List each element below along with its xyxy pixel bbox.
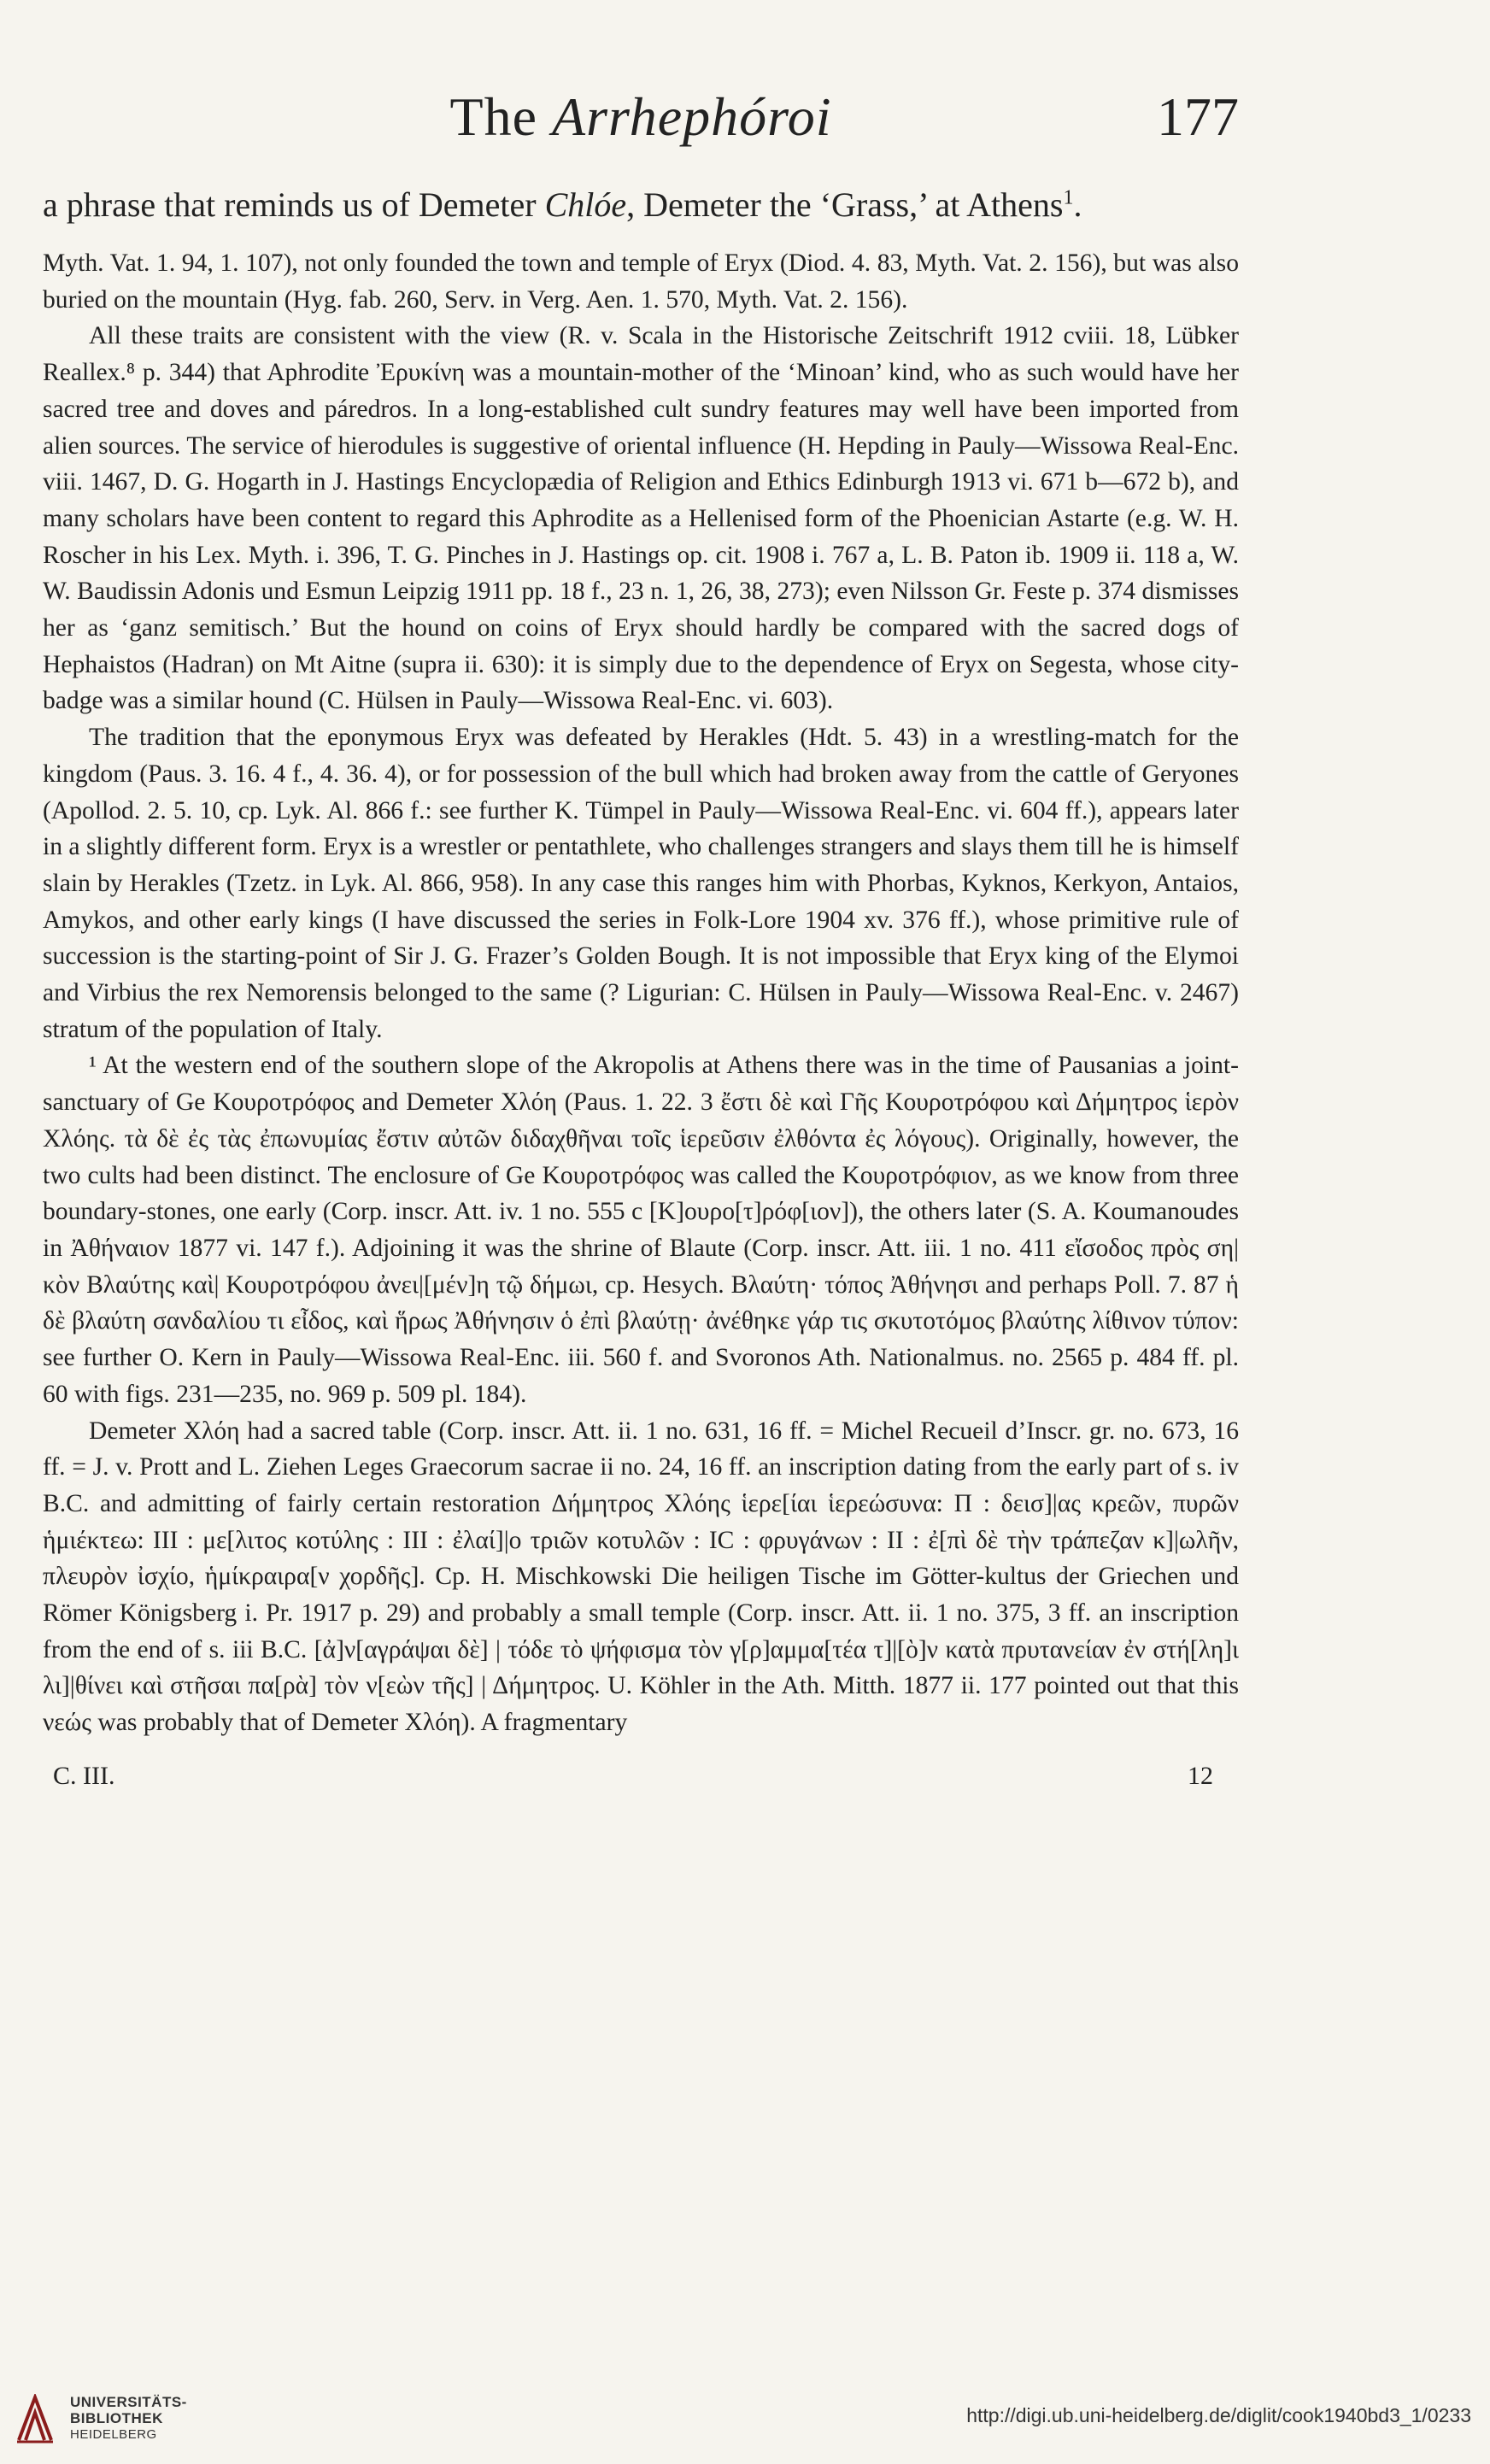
lead-paragraph [43, 181, 1239, 228]
library-footer [0, 2384, 1490, 2464]
running-title-italic: Arrhephóroi [552, 86, 832, 147]
book-page [43, 85, 1239, 1804]
university-library-logo-icon [15, 2394, 55, 2443]
paragraph-eryx-tradition: The tradition that the eponymous Eryx was defeated by Herakles (Hdt. 5. 43) in a wrestling-match for the kingdom (Paus. 3. 16. 4 f., 4. 36. 4), or for possession of the bull which had broken away from the cattle of Geryones (Apollod. 2. 5. 10, cp. Lyk. Al. 866 f.: see further K. Tümpel in Pauly—Wissowa Real-Enc. vi. 604 ff.), appears later in a slightly different form. Eryx is a wrestler or pentathlete, who challenges strangers and slays them till he is himself slain by Herakles (Tzetz. in Lyk. Al. 866, 958). In any case this ranges him with Phorbas, Kyknos, Kerkyon, Antaios, Amykos, and other early kings (I have discussed the series in Folk-Lore 1904 xv. 376 ff.), whose primitive rule of succession is the starting-point of Sir J. G. Frazer’s Golden Bough. It is not impossible that Eryx king of the Elymoi and Virbius the rex Nemorensis belonged to the same (? Ligurian: C. Hülsen in Pauly—Wissowa Real-Enc. v. 2467) stratum of the population of Italy. [43, 724, 1239, 1043]
library-line-1: UNIVERSITÄTS- [70, 2394, 187, 2410]
library-line-3: HEIDELBERG [70, 2427, 157, 2442]
lead-text-after: , Demeter the ‘Grass,’ at Athens [626, 185, 1064, 224]
library-line-2: BIBLIOTHEK [70, 2410, 163, 2426]
lead-text-before: a phrase that reminds us of Demeter [43, 185, 545, 224]
signature-number: 12 [1188, 1761, 1213, 1790]
lead-end: . [1073, 185, 1082, 224]
page-number: 177 [1157, 86, 1239, 147]
footnote-body [43, 245, 1239, 1741]
paragraph-myth-vat: Myth. Vat. 1. 94, 1. 107), not only founded the town and temple of Eryx (Diod. 4. 83, Myth. Vat. 2. 156), but was also buried on the mountain (Hyg. fab. 260, Serv. in Verg. Aen. 1. 570, Myth. Vat. 2. 156). [43, 249, 1239, 314]
paragraph-demeter-table: Demeter Χλόη had a sacred table (Corp. inscr. Att. ii. 1 no. 631, 16 ff. = Michel Recueil d’Inscr. gr. no. 673, 16 ff. = J. v. Prott and L. Ziehen Leges Graecorum sacrae ii no. 24, 16 ff. an inscription dating from the early part of s. iv B.C. and admitting of fairly certain restoration Δήμητρος Χλόης ἱερε[ίαι ἱερεώσυνα: Π : δεισ]|ας κρεῶν, πυρῶν ἡμιέκτεω: ΙΙΙ : με[λιτος κοτύλης : ΙΙΙ : ἐλαί]|ο τριῶν κοτυλῶν : ΙC : φρυγάνων : ΙΙ : ἐ[πὶ δὲ τὴν τράπεζαν κ]|ωλῆν, πλευρὸν ἰσχίο, ἡμίκραιρα[ν χορδῆς]. Cp. H. Mischkowski Die heiligen Tische im Götter-kultus der Griechen und Römer Königsberg i. Pr. 1917 p. 29) and probably a small temple (Corp. inscr. Att. ii. 1 no. 375, 3 ff. an inscription from the end of s. iii B.C. [ἀ]ν[αγράψαι δὲ] | τόδε τὸ ψήφισμα τὸν γ[ρ]αμμα[τέα τ]|[ὸ]ν κατὰ πρυτανείαν ἐν στή[λη]ι λι]|θίνει καὶ στῆσαι πα[ρὰ] τὸν ν[εὼν τῆς] | Δήμητρος. U. Köhler in the Ath. Mitth. 1877 ii. 177 pointed out that this νεώς was probably that of Demeter Χλόη). A fragmentary [43, 1417, 1239, 1737]
lead-chloe: Chlóe [544, 185, 627, 224]
running-head [43, 85, 1239, 162]
footnote-1: ¹ At the western end of the southern slope of the Akropolis at Athens there was in the time of Pausanias a joint-sanctuary of Ge Κουροτρόφος and Demeter Χλόη (Paus. 1. 22. 3 ἔστι δὲ καὶ Γῆς Κουροτρόφου καὶ Δήμητρος ἱερὸν Χλόης. τὰ δὲ ἐς τὰς ἐπωνυμίας ἔστιν αὐτῶν διδαχθῆναι τοῖς ἱερεῦσιν ἐλθόντα ἐς λόγους). Originally, however, the two cults had been distinct. The enclosure of Ge Κουροτρόφος was called the Κουροτρόφιον, as we know from three boundary-stones, one early (Corp. inscr. Att. iv. 1 no. 555 c [Κ]ουρο[τ]ρόφ[ιον]), the others later (S. A. Koumanoudes in Ἀθήναιον 1877 vi. 147 f.). Adjoining it was the shrine of Blaute (Corp. inscr. Att. iii. 1 no. 411 εἴσοδος πρὸς ση|κὸν Βλαύτης καὶ| Κουροτρόφου ἀνει|[μέν]η τῷ δήμωι, cp. Hesych. Βλαύτη· τόπος Ἀθήνησι and perhaps Poll. 7. 87 ἡ δὲ βλαύτη σανδαλίου τι εἶδος, καὶ ἥρως Ἀθήνησιν ὁ ἐπὶ βλαύτῃ· ἀνέθηκε γάρ τις σκυτοτόμος βλαύτης λίθινον τύπον: see further O. Kern in Pauly—Wissowa Real-Enc. iii. 560 f. and Svoronos Ath. Nationalmus. no. 2565 p. 484 ff. pl. 60 with figs. 231—235, no. 969 p. 509 pl. 184). [43, 1052, 1239, 1408]
page-foot [43, 1762, 1239, 1804]
footnote-marker: 1 [1063, 186, 1074, 209]
paragraph-aphrodite: All these traits are consistent with the view (R. v. Scala in the Historische Zeitschrift 1912 cviii. 18, Lübker Reallex.⁸ p. 344) that Aphrodite Ἐρυκίνη was a mountain-mother of the ‘Minoan’ kind, who as such would have her sacred tree and doves and páredros. In a long-established cult sundry features may well have been imported from alien sources. The service of hierodules is suggestive of oriental influence (H. Hepding in Pauly—Wissowa Real-Enc. viii. 1467, D. G. Hogarth in J. Hastings Encyclopædia of Religion and Ethics Edinburgh 1913 vi. 671 b—672 b), and many scholars have been content to regard this Aphrodite as a Hellenised form of the Phoenician Astarte (e.g. W. H. Roscher in his Lex. Myth. i. 396, T. G. Pinches in J. Hastings op. cit. 1908 i. 767 a, L. B. Paton ib. 1909 ii. 118 a, W. W. Baudissin Adonis und Esmun Leipzig 1911 pp. 18 f., 23 n. 1, 26, 38, 273); even Nilsson Gr. Feste p. 374 dismisses her as ‘ganz semitisch.’ But the hound on coins of Eryx should hardly be compared with the sacred dogs of Hephaistos (Hadran) on Mt Aitne (supra ii. 630): it is simply due to the dependence of Eryx on Segesta, whose city-badge was a similar hound (C. Hülsen in Pauly—Wissowa Real-Enc. vi. 603). [43, 322, 1239, 715]
signature-mark: C. III. [53, 1761, 115, 1790]
source-url[interactable]: http://digi.ub.uni-heidelberg.de/diglit/cook1940bd3_1/0233 [966, 2404, 1471, 2426]
library-name [70, 2394, 187, 2443]
running-title [43, 85, 1239, 149]
running-title-plain: The [449, 86, 553, 147]
